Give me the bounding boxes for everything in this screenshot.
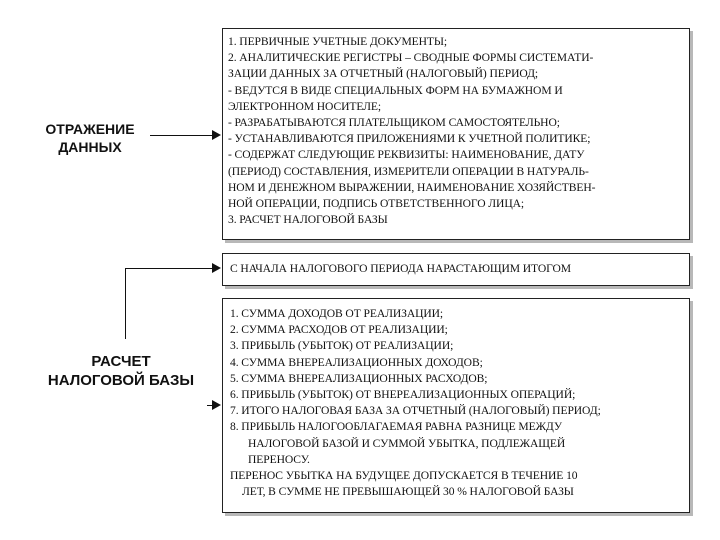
box-tax-base-items — [222, 298, 690, 513]
box-top-line: - СОДЕРЖАТ СЛЕДУЮЩИЕ РЕКВИЗИТЫ: НАИМЕНОВАНИЕ, ДАТУ — [228, 148, 585, 162]
label-tax-base-calculation — [28, 353, 214, 391]
box-top-line: (ПЕРИОД) СОСТАВЛЕНИЯ, ИЗМЕРИТЕЛИ ОПЕРАЦИИ В НАТУРАЛЬ- — [228, 164, 589, 178]
box-bottom-line: ПЕРЕНОС УБЫТКА НА БУДУЩЕЕ ДОПУСКАЕТСЯ В ТЕЧЕНИЕ 10 — [230, 469, 578, 483]
box-top-line: НОМ И ДЕНЕЖНОМ ВЫРАЖЕНИИ, НАИМЕНОВАНИЕ ХОЗЯЙСТВЕН- — [228, 180, 596, 194]
box-documents-registers — [222, 28, 690, 240]
box-bottom-line: 3. ПРИБЫЛЬ (УБЫТОК) ОТ РЕАЛИЗАЦИИ; — [230, 339, 454, 353]
box-top-line: 2. АНАЛИТИЧЕСКИЕ РЕГИСТРЫ – СВОДНЫЕ ФОРМЫ СИСТЕМАТИ- — [228, 51, 594, 65]
box-bottom-line: ПЕРЕНОСУ. — [248, 452, 310, 466]
box-bottom-line: 6. ПРИБЫЛЬ (УБЫТОК) ОТ ВНЕРЕАЛИЗАЦИОННЫХ ОПЕРАЦИЙ; — [230, 388, 576, 402]
box-bottom-line: 2. СУММА РАСХОДОВ ОТ РЕАЛИЗАЦИИ; — [230, 323, 448, 337]
box-bottom-line: 5. СУММА ВНЕРЕАЛИЗАЦИОННЫХ РАСХОДОВ; — [230, 371, 488, 385]
box-bottom-line: 1. СУММА ДОХОДОВ ОТ РЕАЛИЗАЦИИ; — [230, 307, 444, 320]
box-bottom-line: ЛЕТ, В СУММЕ НЕ ПРЕВЫШАЮЩЕЙ 30 % НАЛОГОВОЙ БАЗЫ — [242, 485, 574, 499]
connector-bracket-vertical — [125, 268, 126, 339]
box-top-line: ЭЛЕКТРОННОМ НОСИТЕЛЕ; — [228, 99, 382, 113]
label-reflection-line-1: ОТРАЖЕНИЕ — [45, 121, 135, 137]
label-calculation-line-1: РАСЧЕТ — [91, 353, 151, 370]
connector-arrow-bottom — [212, 400, 221, 410]
box-top-line: 1. ПЕРВИЧНЫЕ УЧЕТНЫЕ ДОКУМЕНТЫ; — [228, 35, 448, 48]
box-bottom-line: 8. ПРИБЫЛЬ НАЛОГООБЛАГАЕМАЯ РАВНА РАЗНИЦЕ МЕЖДУ — [230, 420, 562, 434]
connector-arrow-reflection — [212, 130, 221, 140]
box-top-line: ЗАЦИИ ДАННЫХ ЗА ОТЧЕТНЫЙ (НАЛОГОВЫЙ) ПЕРИОД; — [228, 67, 538, 81]
connector-line-to-middle — [125, 268, 212, 269]
box-middle-text: С НАЧАЛА НАЛОГОВОГО ПЕРИОДА НАРАСТАЮЩИМ ИТОГОМ — [230, 262, 571, 275]
label-calculation-line-2: НАЛОГОВОЙ БАЗЫ — [47, 371, 195, 389]
label-reflection-data — [30, 121, 150, 156]
connector-line-reflection — [150, 135, 212, 136]
box-bottom-line: 7. ИТОГО НАЛОГОВАЯ БАЗА ЗА ОТЧЕТНЫЙ (НАЛОГОВЫЙ) ПЕРИОД; — [230, 404, 601, 418]
box-top-line: 3. РАСЧЕТ НАЛОГОВОЙ БАЗЫ — [228, 213, 388, 227]
box-top-line: - РАЗРАБАТЫВАЮТСЯ ПЛАТЕЛЬЩИКОМ САМОСТОЯТЕЛЬНО; — [228, 116, 560, 130]
box-top-line: НОЙ ОПЕРАЦИИ, ПОДПИСЬ ОТВЕТСТВЕННОГО ЛИЦА; — [228, 197, 524, 211]
box-bottom-line: НАЛОГОВОЙ БАЗОЙ И СУММОЙ УБЫТКА, ПОДЛЕЖАЩЕЙ — [248, 436, 566, 450]
box-top-line: - ВЕДУТСЯ В ВИДЕ СПЕЦИАЛЬНЫХ ФОРМ НА БУМАЖНОМ И — [228, 83, 563, 97]
connector-arrow-middle — [212, 263, 221, 273]
box-bottom-line: 4. СУММА ВНЕРЕАЛИЗАЦИОННЫХ ДОХОДОВ; — [230, 355, 483, 369]
label-reflection-line-2: ДАННЫХ — [58, 138, 122, 155]
box-top-line: - УСТАНАВЛИВАЮТСЯ ПРИЛОЖЕНИЯМИ К УЧЕТНОЙ ПОЛИТИКЕ; — [228, 132, 591, 146]
box-cumulative-total — [222, 253, 690, 286]
